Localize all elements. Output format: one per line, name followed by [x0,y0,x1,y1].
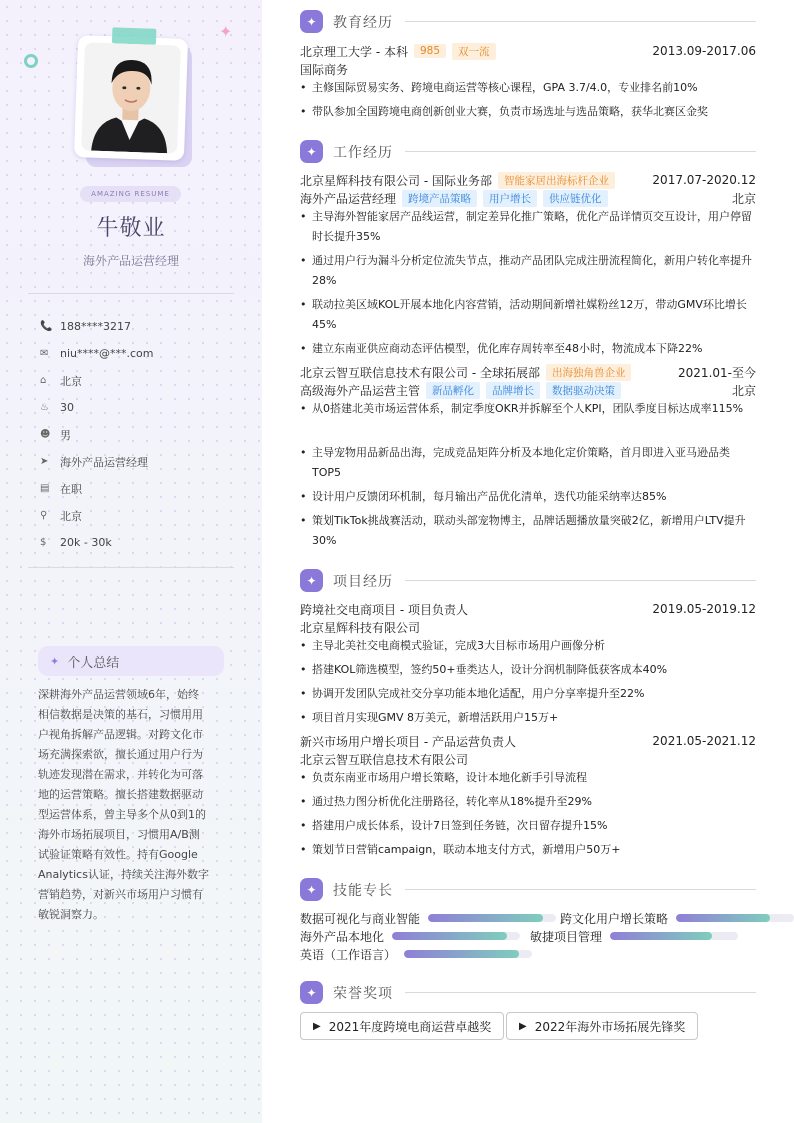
date: 2017.07-2020.12 [652,173,756,187]
salary-icon: $ [40,537,47,548]
award-item: ▶ 2021年度跨境电商运营卓越奖 [300,1012,504,1040]
job-position: 高级海外产品运营主管 新品孵化 品牌增长 数据驱动决策 北京 [300,383,756,398]
tag: 跨境产品策略 [402,190,477,207]
section-honors: ✦ 荣誉奖项 [300,981,756,1004]
sparkle-icon: ✦ [219,22,233,41]
date: 2021.01-至今 [678,365,756,380]
tag: 用户增长 [483,190,537,207]
list-item: • 搭建KOL筛选模型，签约50+垂类达人，设计分润机制降低获客成本40% [300,660,756,680]
list-item: • 通过热力图分析优化注册路径，转化率从18%提升至29% [300,792,756,812]
avatar [81,42,181,153]
skill-bar [610,932,738,940]
divider [28,293,234,294]
project-header: 跨境社交电商项目 - 项目负责人 2019.05-2019.12 [300,602,756,617]
send-icon: ➤ [40,456,49,467]
skill-bar [428,914,556,922]
phone-icon: 📞 [40,321,53,332]
tag: 985 [414,44,446,58]
list-item: • 策划节日营销campaign，联动本地支付方式，新增用户50万+ [300,840,756,860]
date: 2013.09-2017.06 [652,44,756,58]
project-org: 北京云智互联信息技术有限公司 [300,752,469,767]
list-item: • 设计用户反馈闭环机制，每月输出产品优化清单，迭代功能采纳率达85% [300,487,756,507]
play-icon: ▶ [519,1020,527,1032]
job-header: 北京云智互联信息技术有限公司 - 全球拓展部 出海独角兽企业 2021.01-至今 [300,365,756,380]
section-skills: ✦ 技能专长 [300,878,756,901]
contact-target-role: ➤ 海外产品运营经理 [40,455,148,469]
tag: 双一流 [452,43,496,60]
city: 北京 [731,191,756,206]
list-item: • 搭建用户成长体系，设计7日签到任务链，次日留存提升15% [300,816,756,836]
tag: 出海独角兽企业 [546,364,632,381]
tag: 新品孵化 [426,382,480,399]
tag: 数据驱动决策 [546,382,621,399]
education-major: 国际商务 [300,62,349,77]
sparkle-icon: ✦ [50,654,60,668]
date: 2019.05-2019.12 [652,602,756,616]
person-role: 海外产品运营经理 [82,254,179,268]
sparkle-icon: ✦ [300,569,323,592]
city: 北京 [731,383,756,398]
person-name: 牛敬业 [96,216,166,241]
summary-heading: ✦ 个人总结 [38,646,224,676]
contact-list [40,313,154,556]
contact-status: ▤ 在职 [40,482,82,496]
list-item: • 从0搭建北美市场运营体系，制定季度OKR并拆解至个人KPI，团队季度目标达成率115% [300,399,756,419]
tag: 品牌增长 [486,382,540,399]
sparkle-icon: ✦ [300,10,323,33]
contact-salary: $ 20k - 30k [40,536,112,549]
gender-icon: ☻ [40,429,51,440]
summary-text: 深耕海外产品运营领域6年，始终 相信数据是决策的基石，习惯用用 户视角拆解产品逻辑。对跨文化市 场充满探索欲，擅长通过用户行为 轨迹发现潜在需求，并转化为可落 地的运营策略。擅长搭建数据驱动 型运营体系，曾主导多个从0到1的 海外市场拓展项目，习惯用A/B测 试验证策略有效性。持有Google Analytics认证，持续关注海外数字 营销趋势，对新兴市场用户习惯有 敏锐洞察力。 [38,688,209,921]
resume-badge: AMAZING RESUME [80,186,181,202]
list-item: • 主修国际贸易实务、跨境电商运营等核心课程，GPA 3.7/4.0，专业排名前10% [300,78,756,98]
contact-home: ⌂ 北京 [40,374,82,388]
location-icon: ⚲ [40,510,48,521]
briefcase-icon: ▤ [40,483,50,494]
award-item: ▶ 2022年海外市场拓展先锋奖 [506,1012,698,1040]
date: 2021.05-2021.12 [652,734,756,748]
contact-age: ♨ 30 [40,401,74,414]
tag: 智能家居出海标杆企业 [498,172,615,189]
list-item: • 带队参加全国跨境电商创新创业大赛，负责市场选址与选品策略，获华北赛区金奖 [300,102,756,122]
contact-gender: ☻ 男 [40,428,71,442]
skill-item: 跨文化用户增长策略 [560,909,794,927]
contact-location: ⚲ 北京 [40,509,82,523]
section-projects: ✦ 项目经历 [300,569,756,592]
profile-photo-card [76,37,186,162]
list-item: • 联动拉美区域KOL开展本地化内容营销，活动期间新增社媒粉丝12万，带动GMV环比增长45% [300,295,756,335]
ring-decoration [24,54,38,68]
job-header: 北京星辉科技有限公司 - 国际业务部 智能家居出海标杆企业 2017.07-2020.12 [300,173,756,188]
list-item: • 主导北美社交电商模式验证，完成3大目标市场用户画像分析 [300,636,756,656]
sidebar [0,0,262,1123]
tape-decoration [112,27,157,45]
list-item: • 建立东南亚供应商动态评估模型，优化库存周转率至48小时，物流成本下降22% [300,339,756,359]
divider [28,567,234,568]
cake-icon: ♨ [40,402,49,413]
project-org: 北京星辉科技有限公司 [300,620,421,635]
play-icon: ▶ [313,1020,321,1032]
sparkle-icon: ✦ [300,981,323,1004]
section-education: ✦ 教育经历 [300,10,756,33]
contact-email: ✉ niu****@***.com [40,347,154,360]
project-header: 新兴市场用户增长项目 - 产品运营负责人 2021.05-2021.12 [300,734,756,749]
list-item: • 负责东南亚市场用户增长策略，设计本地化新手引导流程 [300,768,756,788]
list-item: • 策划TikTok挑战赛活动，联动头部宠物博主，品牌话题播放量突破2亿，新增用户LTV提升30% [300,511,756,551]
skill-item: 英语（工作语言） [300,945,532,963]
mail-icon: ✉ [40,348,49,359]
skill-bar [392,932,520,940]
skill-item: 数据可视化与商业智能 [300,909,556,927]
list-item: • 通过用户行为漏斗分析定位流失节点，推动产品团队完成注册流程简化，新用户转化率提升28% [300,251,756,291]
job-position: 海外产品运营经理 跨境产品策略 用户增长 供应链优化 北京 [300,191,756,206]
education-header: 北京理工大学 - 本科 985 双一流 2013.09-2017.06 [300,44,756,59]
section-work: ✦ 工作经历 [300,140,756,163]
list-item: • 主导宠物用品新品出海，完成竞品矩阵分析及本地化定价策略，首月即进入亚马逊品类TOP5 [300,443,756,483]
contact-phone: 📞 188****3217 [40,320,131,333]
skill-bar [676,914,794,922]
list-item: • 项目首月实现GMV 8万美元，新增活跃用户15万+ [300,708,756,728]
skill-item: 敏捷项目管理 [530,927,738,945]
list-item: • 主导海外智能家居产品线运营，制定差异化推广策略，优化产品详情页交互设计，用户停留时长提升35% [300,207,756,247]
sparkle-icon: ✦ [300,878,323,901]
home-icon: ⌂ [40,375,47,386]
skill-item: 海外产品本地化 [300,927,520,945]
tag: 供应链优化 [543,190,608,207]
sparkle-icon: ✦ [300,140,323,163]
list-item: • 协调开发团队完成社交分享功能本地化适配，用户分享率提升至22% [300,684,756,704]
skill-bar [404,950,532,958]
